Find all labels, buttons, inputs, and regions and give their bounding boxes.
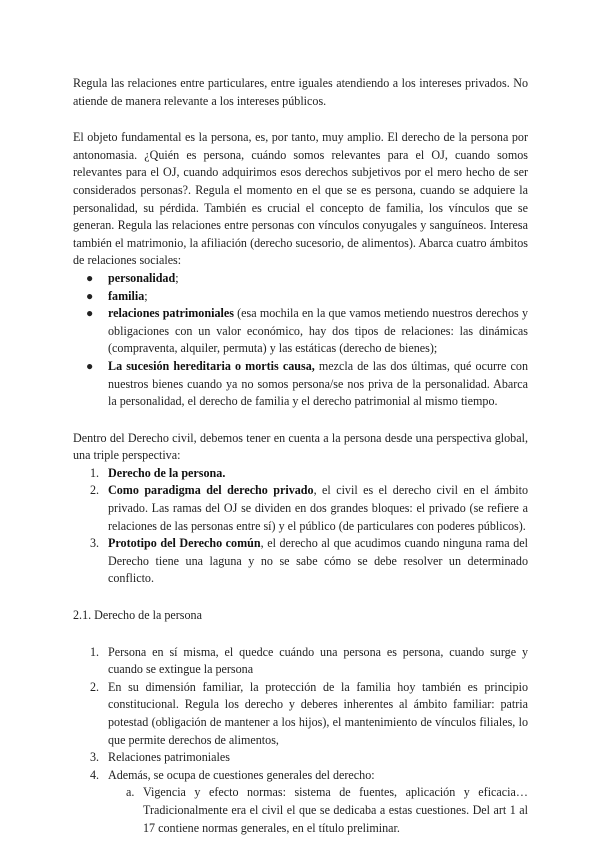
- list-number: 1.: [90, 644, 100, 659]
- list-item-text: , el derecho al que acudimos cuando ninguna rama del Derecho tiene una laguna y no se sabe cómo se debe resolver un determinado conflicto.: [108, 536, 529, 586]
- list-item: [73, 767, 528, 837]
- list-item-text: , el civil es el derecho civil en el ámbito privado. Las ramas del OJ se dividen en dos grandes bloques: el privado (se refiere a relaciones de las personas entre sí) y el público (de particulares con poderes públicos).: [108, 483, 528, 533]
- list-number: 4.: [90, 767, 100, 782]
- list-item-bold: relaciones patrimoniales: [108, 306, 234, 321]
- perspectives-list: [73, 465, 528, 588]
- section-heading: 2.1. Derecho de la persona: [73, 608, 202, 623]
- document-page: [73, 75, 528, 837]
- list-item-bold: Prototipo del Derecho común: [108, 536, 261, 551]
- social-spheres-list: [73, 270, 528, 411]
- list-item: [73, 270, 528, 288]
- list-item-bold: familia: [108, 288, 145, 303]
- list-item: [73, 465, 528, 483]
- sub-list-letter: a.: [126, 785, 135, 800]
- list-item-text: mezcla de las dos últimas, qué ocurre con nuestros bienes cuando ya no somos persona/se nos priva de la personalidad. Abarca la personalidad, el derecho de familia y el derecho patrimonial al mismo tiempo.: [108, 358, 528, 409]
- list-item-text: Además, se ocupa de cuestiones generales del derecho:: [108, 767, 375, 782]
- list-item: [73, 288, 528, 306]
- list-number: 1.: [90, 465, 100, 480]
- section-list: [73, 644, 528, 838]
- bullet-icon: ●: [86, 288, 94, 303]
- object-paragraph: El objeto fundamental es la persona, es, por tanto, muy amplio. El derecho de la persona por antonomasia. ¿Quién es persona, cuándo somos relevantes para el OJ, cuando somos relevantes para el OJ, cuando adquirimos esos derechos subjetivos por el mero hecho de ser considerados personas?. Regula el momento en el que se es persona, cuando se adquiere la personalidad, su pérdida. También es crucial el concepto de familia, los vínculos que se generan. Regula las relaciones entre personas con vínculos conyugales y sanguíneos. Interesa también el matrimonio, la afiliación (derecho sucesorio, de alimentos). Abarca cuatro ámbitos de relaciones sociales:: [73, 130, 528, 268]
- intro-paragraph: Regula las relaciones entre particulares, entre iguales atendiendo a los intereses privados. No atiende de manera relevante a los intereses públicos.: [73, 76, 528, 108]
- list-number: 2.: [90, 679, 100, 694]
- list-item-text: ;: [175, 270, 179, 285]
- list-item: [73, 749, 528, 767]
- list-number: 3.: [90, 750, 100, 765]
- list-item: [73, 482, 528, 535]
- list-item-bold: La sucesión hereditaria o mortis causa,: [108, 358, 315, 373]
- bullet-icon: ●: [86, 358, 94, 373]
- list-item: [73, 644, 528, 679]
- list-number: 2.: [90, 483, 100, 498]
- list-item-text: (esa mochila en la que vamos metiendo nuestros derechos y obligaciones con un valor económico, hay dos tipos de relaciones: las dinámicas (compraventa, alquiler, permuta) y las estáticas (derecho de bienes);: [108, 306, 528, 356]
- list-item-text: Relaciones patrimoniales: [108, 750, 230, 765]
- list-item: [73, 358, 528, 411]
- sub-list-item-text: Vigencia y efecto normas: sistema de fuentes, aplicación y eficacia… Tradicionalmente era el civil el que se dedicaba a estas cuestiones. Del art 1 al 17 contiene normas generales, en el título preliminar.: [143, 785, 528, 835]
- list-item-text: En su dimensión familiar, la protección de la familia hoy también es principio constitucional. Regula los derecho y deberes inherentes al ámbito familiar: patria potestad (obligación de mantener a los hijos), el mantenimiento de vínculos filiales, lo que permite derechos de alimentos,: [108, 679, 528, 747]
- list-item: [73, 305, 528, 358]
- perspective-paragraph: Dentro del Derecho civil, debemos tener en cuenta a la persona desde una perspectiva global, una triple perspectiva:: [73, 430, 528, 463]
- list-number: 3.: [90, 536, 100, 551]
- list-item-text: Persona en sí misma, el quedce cuándo una persona es persona, cuando surge y cuando se extingue la persona: [108, 644, 528, 677]
- sub-list: [108, 784, 528, 837]
- list-item-bold: Como paradigma del derecho privado: [108, 483, 314, 498]
- list-item-bold: personalidad: [108, 270, 176, 285]
- list-item: [73, 679, 528, 749]
- sub-list-item: [108, 784, 528, 837]
- bullet-icon: ●: [86, 306, 94, 321]
- bullet-icon: ●: [86, 270, 94, 285]
- list-item-text: ;: [144, 288, 148, 303]
- list-item-bold: Derecho de la persona.: [108, 465, 226, 480]
- list-item: [73, 535, 528, 588]
